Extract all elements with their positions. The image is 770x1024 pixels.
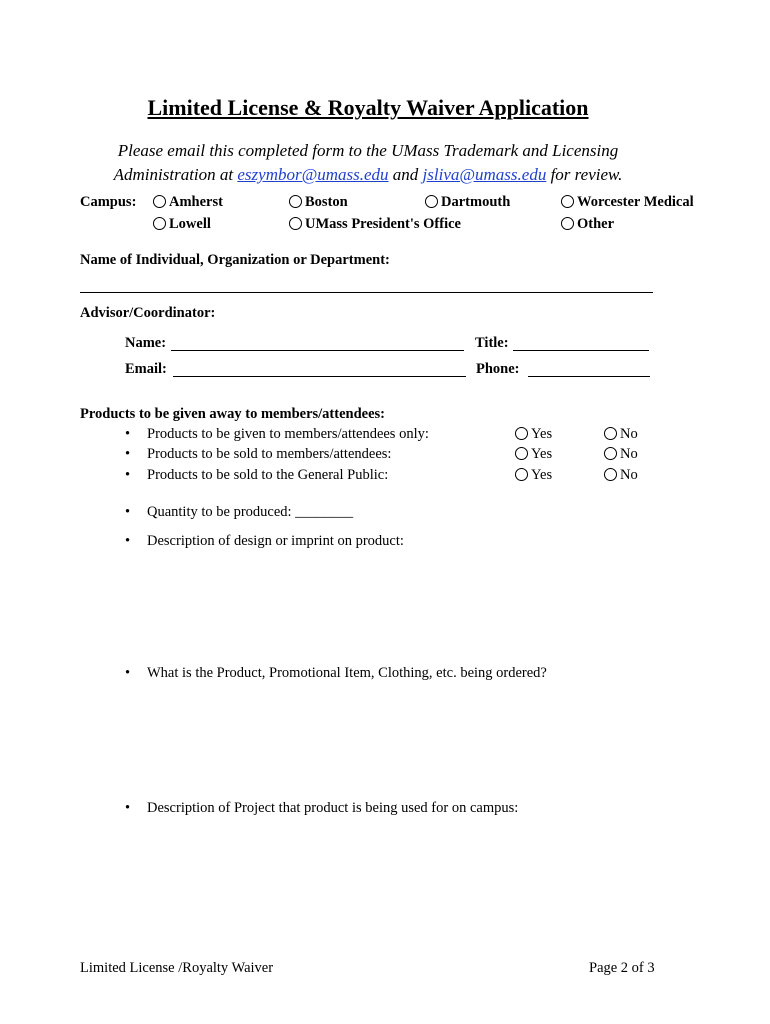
advisor-title-field[interactable] — [513, 350, 649, 351]
project-description-item: • Description of Project that product is being used for on campus: — [125, 800, 519, 816]
sold-public-yes-option[interactable]: Yes — [515, 467, 552, 484]
organization-name-label: Name of Individual, Organization or Department: — [80, 252, 390, 268]
product-item-sold-members: • Products to be sold to members/attendees: — [125, 446, 392, 462]
footer-title: Limited License /Royalty Waiver — [80, 960, 274, 976]
radio-icon[interactable] — [561, 217, 574, 230]
advisor-name-field[interactable] — [171, 350, 464, 351]
radio-icon[interactable] — [515, 468, 528, 481]
organization-name-field[interactable] — [80, 292, 653, 293]
advisor-email-label: Email: — [125, 361, 167, 377]
given-yes-option[interactable]: Yes — [515, 426, 552, 443]
campus-label: Campus: — [80, 194, 137, 210]
campus-option-amherst[interactable]: Amherst — [153, 194, 223, 211]
radio-icon[interactable] — [604, 447, 617, 460]
sold-public-no-option[interactable]: No — [604, 467, 638, 484]
instructions-line-1: Please email this completed form to the UMass Trademark and Licensing — [117, 141, 619, 160]
instructions-suffix: for review. — [550, 165, 623, 184]
products-heading: Products to be given away to members/attendees: — [80, 406, 385, 422]
radio-icon[interactable] — [515, 427, 528, 440]
email-link-jsliva[interactable]: jsliva@umass.edu — [422, 165, 547, 184]
radio-icon[interactable] — [153, 195, 166, 208]
radio-icon[interactable] — [289, 217, 302, 230]
advisor-name-label: Name: — [125, 335, 167, 351]
radio-icon[interactable] — [604, 427, 617, 440]
campus-option-lowell[interactable]: Lowell — [153, 216, 211, 233]
campus-option-boston[interactable]: Boston — [289, 194, 348, 211]
given-no-option[interactable]: No — [604, 426, 638, 443]
advisor-phone-label: Phone: — [476, 361, 520, 377]
campus-option-other[interactable]: Other — [561, 216, 614, 233]
radio-icon[interactable] — [425, 195, 438, 208]
sold-members-no-option[interactable]: No — [604, 446, 638, 463]
instructions-prefix: Administration at — [113, 165, 234, 184]
product-item-sold-public: • Products to be sold to the General Public: — [125, 467, 389, 483]
form-title: Limited License & Royalty Waiver Application — [147, 95, 589, 120]
email-link-eszymbor[interactable]: eszymbor@umass.edu — [237, 165, 389, 184]
advisor-title-label: Title: — [475, 335, 509, 351]
campus-option-dartmouth[interactable]: Dartmouth — [425, 194, 510, 211]
product-ordered-item: • What is the Product, Promotional Item, Clothing, etc. being ordered? — [125, 665, 547, 681]
design-description-item: • Description of design or imprint on product: — [125, 533, 404, 549]
radio-icon[interactable] — [289, 195, 302, 208]
advisor-email-field[interactable] — [173, 376, 466, 377]
radio-icon[interactable] — [604, 468, 617, 481]
campus-option-worcester-medical[interactable]: Worcester Medical — [561, 194, 694, 211]
advisor-label: Advisor/Coordinator: — [80, 305, 216, 321]
radio-icon[interactable] — [561, 195, 574, 208]
page-number: Page 2 of 3 — [589, 960, 655, 976]
instructions-and: and — [392, 165, 419, 184]
product-item-given: • Products to be given to members/attendees only: — [125, 426, 429, 442]
radio-icon[interactable] — [515, 447, 528, 460]
campus-option-president-office[interactable]: UMass President's Office — [289, 216, 461, 233]
instructions-line-2 — [0, 165, 736, 185]
radio-icon[interactable] — [153, 217, 166, 230]
sold-members-yes-option[interactable]: Yes — [515, 446, 552, 463]
quantity-item[interactable]: • Quantity to be produced: ________ — [125, 504, 354, 520]
advisor-phone-field[interactable] — [528, 376, 650, 377]
